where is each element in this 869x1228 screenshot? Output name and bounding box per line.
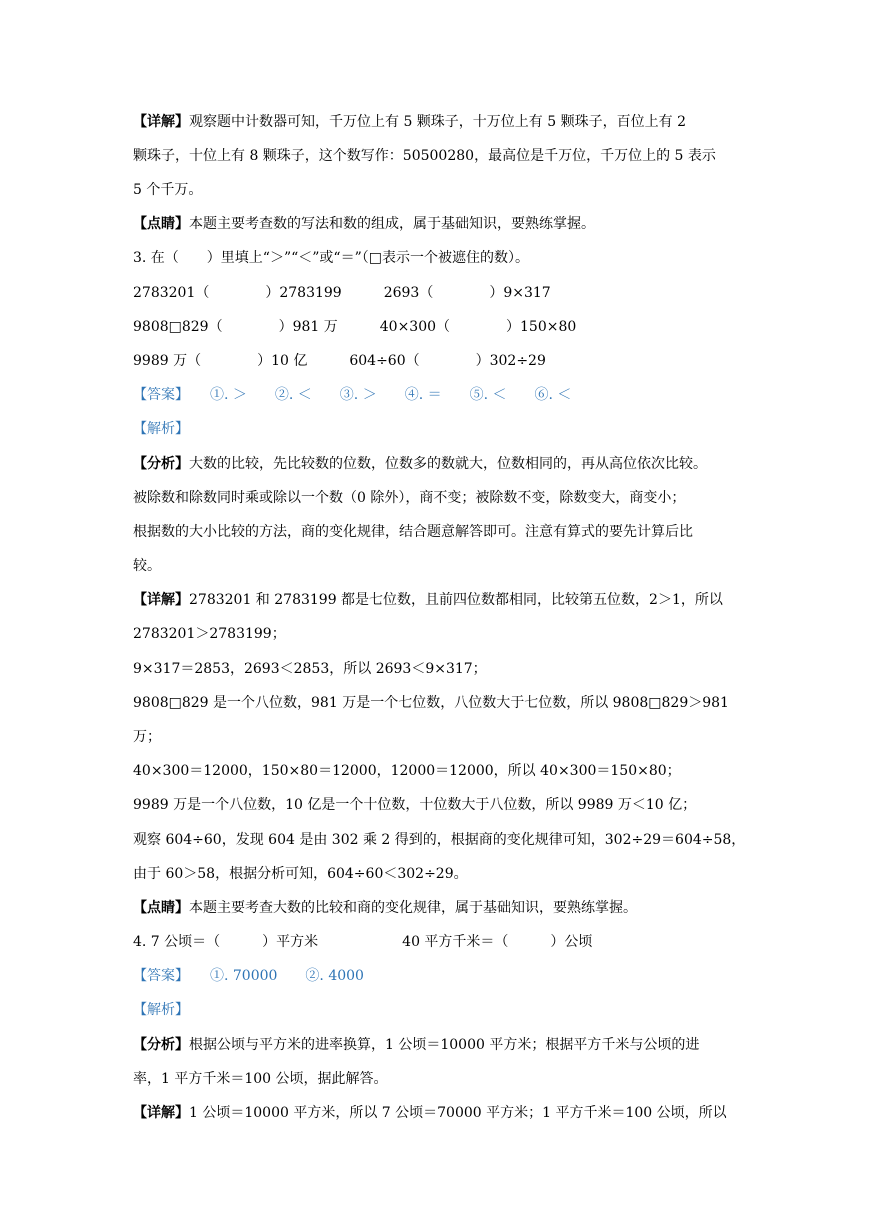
tag-detail: 【详解】 xyxy=(133,592,189,608)
tag-detail: 【详解】 xyxy=(133,114,189,130)
line-text: 观察 604÷60，发现 604 是由 302 乘 2 得到的，根据商的变化规律可知，302÷29＝604÷58， xyxy=(133,832,746,848)
tag-analysis: 【解析】 xyxy=(133,421,189,437)
line-text: 2783201（ ）2783199 2693（ ）9×317 xyxy=(133,285,551,301)
line-text: 5 个千万。 xyxy=(133,182,203,198)
line-text: 万； xyxy=(133,729,161,745)
line-1 xyxy=(133,112,686,132)
line-text: 本题主要考查数的写法和数的组成，属于基础知识，要熟练掌握。 xyxy=(189,216,595,232)
line-24 xyxy=(133,898,637,918)
line-18 xyxy=(133,693,729,713)
line-text: 2783201 和 2783199 都是七位数，且前四位数都相同，比较第五位数，2＞1，所以 xyxy=(189,592,723,608)
question-3-row-1 xyxy=(133,283,551,303)
line-text: 9808□829 是一个八位数，981 万是一个七位数，八位数大于七位数，所以 9808□829＞981 xyxy=(133,695,729,711)
tag-analyze: 【分析】 xyxy=(133,456,189,472)
line-20 xyxy=(133,761,681,781)
line-21 xyxy=(133,795,696,815)
question-3-row-3 xyxy=(133,351,546,371)
line-17 xyxy=(133,659,487,679)
tag-comment: 【点睛】 xyxy=(133,900,189,916)
line-12 xyxy=(133,488,685,508)
line-text: 被除数和除数同时乘或除以一个数（0 除外），商不变；被除数不变，除数变大，商变小； xyxy=(133,490,686,506)
line-16 xyxy=(133,624,286,644)
line-text: 2783201＞2783199； xyxy=(133,626,286,642)
analysis-heading xyxy=(133,1000,189,1020)
line-15 xyxy=(133,590,723,610)
tag-comment: 【点睛】 xyxy=(133,216,189,232)
line-text: 9989 万（ ）10 亿 604÷60（ ）302÷29 xyxy=(133,353,546,369)
line-13 xyxy=(133,522,693,542)
line-3 xyxy=(133,180,202,200)
line-text: 9989 万是一个八位数，10 亿是一个十位数，十位数大于八位数，所以 9989 万＜10 亿； xyxy=(133,797,697,813)
line-text: 根据公顷与平方米的进率换算，1 公顷＝10000 平方米；根据平方千米与公顷的进 xyxy=(189,1037,700,1053)
tag-analysis: 【解析】 xyxy=(133,1002,189,1018)
line-text: 大数的比较，先比较数的位数，位数多的数就大，位数相同的，再从高位依次比较。 xyxy=(189,456,707,472)
tag-detail: 【详解】 xyxy=(133,1105,189,1121)
line-28 xyxy=(133,1035,699,1055)
line-text: 率，1 平方千米＝100 公顷，据此解答。 xyxy=(133,1071,388,1087)
answer-text: ①. ＞ ②. ＜ ③. ＞ ④. ＝ ⑤. ＜ ⑥. ＜ xyxy=(182,387,572,403)
question-3-row-2 xyxy=(133,317,576,337)
line-29 xyxy=(133,1069,388,1089)
analysis-heading xyxy=(133,419,189,439)
line-text: 3. 在（ ）里填上“＞”“＜”或“＝”（□表示一个被遮住的数）。 xyxy=(133,250,529,266)
answer-line xyxy=(133,385,571,405)
line-text: 4. 7 公顷＝（ ）平方米 40 平方千米＝（ ）公顷 xyxy=(133,934,593,950)
line-4 xyxy=(133,214,595,234)
line-22 xyxy=(133,830,745,850)
line-text: 9808□829（ ）981 万 40×300（ ）150×80 xyxy=(133,319,577,335)
answer-text: ①. 70000 ②. 4000 xyxy=(182,968,364,984)
line-text: 由于 60＞58，根据分析可知，604÷60＜302÷29。 xyxy=(133,866,468,882)
question-3-title xyxy=(133,248,529,268)
tag-analyze: 【分析】 xyxy=(133,1037,189,1053)
line-text: 本题主要考查大数的比较和商的变化规律，属于基础知识，要熟练掌握。 xyxy=(189,900,637,916)
line-23 xyxy=(133,864,468,884)
line-text: 颗珠子，十位上有 8 颗珠子，这个数写作：50500280，最高位是千万位，千万位上的 5 表示 xyxy=(133,148,716,164)
line-text: 观察题中计数器可知，千万位上有 5 颗珠子，十万位上有 5 颗珠子，百位上有 2 xyxy=(189,114,686,130)
line-text: 1 公顷＝10000 平方米，所以 7 公顷＝70000 平方米；1 平方千米＝100 公顷，所以 xyxy=(189,1105,727,1121)
tag-answer: 【答案】 xyxy=(133,968,182,984)
line-text: 40×300＝12000，150×80＝12000，12000＝12000，所以 40×300＝150×80； xyxy=(133,763,681,779)
line-text: 较。 xyxy=(133,558,161,574)
answer-line xyxy=(133,966,364,986)
question-4-title xyxy=(133,932,592,952)
tag-answer: 【答案】 xyxy=(133,387,182,403)
line-2 xyxy=(133,146,716,166)
line-14 xyxy=(133,556,161,576)
line-text: 根据数的大小比较的方法，商的变化规律，结合题意解答即可。注意有算式的要先计算后比 xyxy=(133,524,693,540)
line-text: 9×317＝2853，2693＜2853，所以 2693＜9×317； xyxy=(133,661,487,677)
line-11 xyxy=(133,454,707,474)
line-30 xyxy=(133,1103,727,1123)
line-19 xyxy=(133,727,161,747)
